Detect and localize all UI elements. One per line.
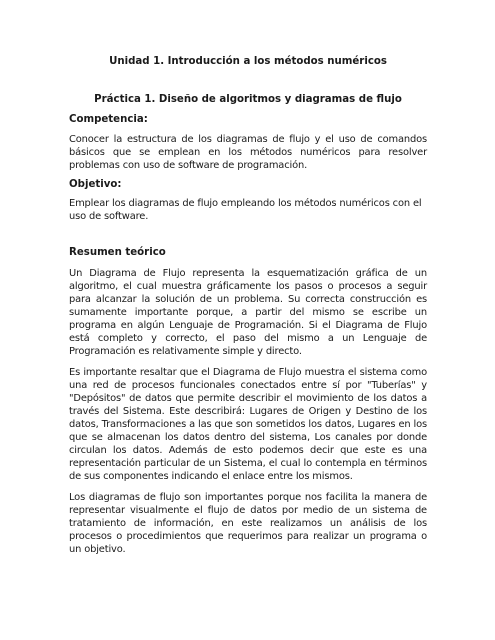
unit-title: Unidad 1. Introducción a los métodos numéricos (109, 56, 387, 67)
resumen-paragraph-3: Los diagramas de flujo son importantes porque nos facilita la manera de representar visualmente el flujo de datos por medio de un sistema de tratamiento de información, en este realizamos un análisis de los procesos o procedimientos que requerimos para realizar un programa o un objetivo. (69, 492, 427, 555)
practice-title: Práctica 1. Diseño de algoritmos y diagramas de flujo (94, 94, 402, 105)
objetivo-heading: Objetivo: (69, 179, 122, 190)
resumen-heading: Resumen teórico (69, 247, 166, 258)
competencia-text: Conocer la estructura de los diagramas de flujo y el uso de comandos básicos que se emplean en los métodos numéricos para resolver problemas con uso de software de programación. (69, 134, 427, 171)
resumen-paragraph-1: Un Diagrama de Flujo representa la esquematización gráfica de un algoritmo, el cual muestra gráficamente los pasos o procesos a seguir para alcanzar la solución de un problema. Su correcta construcción es sumamente importante porque, a partir del mismo se escribe un programa en algún Lenguaje de Programación. Si el Diagrama de Flujo está completo y correcto, el paso del mismo a un Lenguaje de Programación es relativamente simple y directo. (69, 268, 427, 357)
document-content (69, 55, 427, 556)
competencia-heading: Competencia: (69, 114, 148, 125)
resumen-paragraph-2: Es importante resaltar que el Diagrama de Flujo muestra el sistema como una red de procesos funcionales conectados entre sí por "Tuberías" y "Depósitos" de datos que permite describir el movimiento de los datos a través del Sistema. Este describirá: Lugares de Origen y Destino de los datos, Transformaciones a las que son sometidos los datos, Lugares en los que se almacenan los datos dentro del sistema, Los canales por donde circulan los datos. Además de esto podemos decir que este es una representación particular de un Sistema, el cual lo contempla en términos de sus componentes indicando el enlace entre los mismos. (69, 367, 427, 482)
objetivo-text: Emplear los diagramas de flujo empleando los métodos numéricos con el uso de software. (69, 198, 422, 222)
